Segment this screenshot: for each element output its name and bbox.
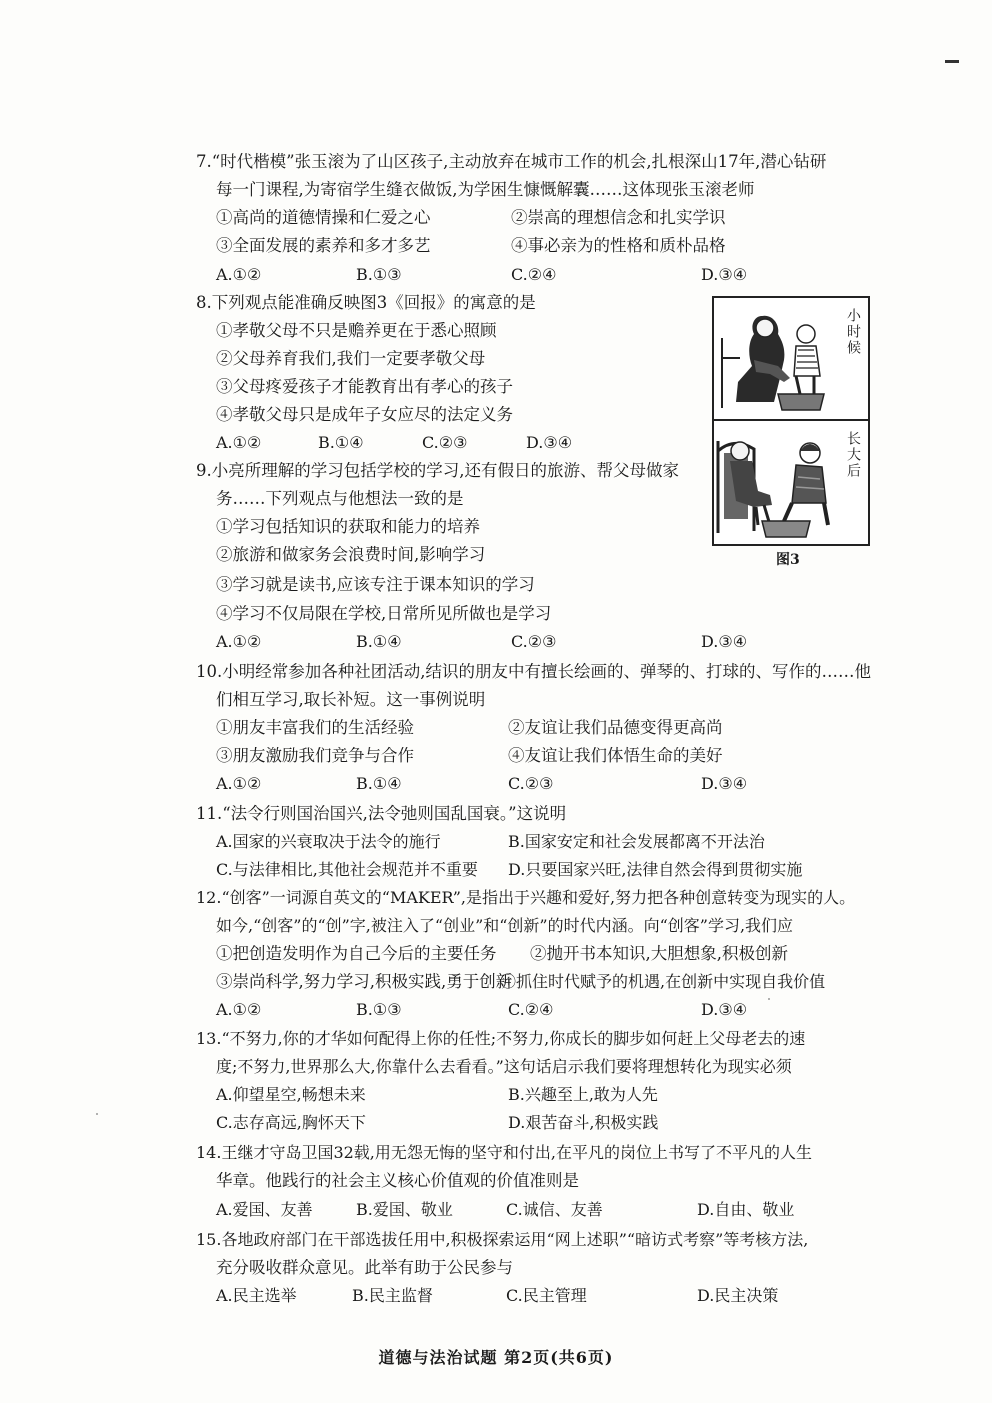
question-text: 们相互学习,取长补短。这一事例说明: [216, 690, 486, 709]
question-text: 14.王继才守岛卫国32载,用无怨无悔的坚守和付出,在平凡的岗位上书写了不平凡的人生: [196, 1143, 812, 1162]
option-d: D.艰苦奋斗,积极实践: [508, 1113, 659, 1132]
option-a: A.①②: [216, 1000, 262, 1019]
option-b: B.①④: [356, 632, 402, 651]
statement: ④事必亲为的性格和质朴品格: [511, 236, 726, 255]
statement: ①把创造发明作为自己今后的主要任务: [216, 944, 497, 963]
question-text: 如今,“创客”的“创”字,被注入了“创业”和“创新”的时代内涵。向“创客”学习,我们应: [216, 916, 794, 935]
option-c: C.②④: [511, 265, 557, 284]
figure-panel-childhood: [714, 298, 868, 421]
option-a: A.爱国、友善: [216, 1200, 313, 1219]
panel-label-top: 小时候: [845, 308, 861, 356]
scan-mark: [945, 60, 959, 63]
option-a: A.①②: [216, 774, 262, 793]
statement: ①孝敬父母不只是赡养更在于悉心照顾: [216, 321, 497, 340]
option-c: C.志存高远,胸怀天下: [216, 1113, 366, 1132]
question-text: 度;不努力,世界那么大,你靠什么去看看。”这句话启示我们要将理想转化为现实必须: [216, 1057, 792, 1076]
option-c: C.②③: [511, 632, 557, 651]
option-d: D.③④: [701, 1000, 748, 1019]
question-text: 充分吸收群众意见。此举有助于公民参与: [216, 1258, 513, 1277]
statement: ①高尚的道德情操和仁爱之心: [216, 208, 431, 227]
option-c: C.诚信、友善: [506, 1200, 603, 1219]
childhood-illustration: [714, 298, 842, 419]
option-a: A.①②: [216, 433, 262, 452]
option-a: A.民主选举: [216, 1286, 297, 1305]
panel-label-bottom: 长大后: [845, 431, 861, 479]
option-d: D.③④: [701, 632, 748, 651]
question-text: 11.“法令行则国治国兴,法令弛则国乱国衰。”这说明: [196, 804, 567, 823]
statement: ④抓住时代赋予的机遇,在创新中实现自我价值: [500, 972, 826, 991]
statement: ④学习不仅局限在学校,日常所见所做也是学习: [216, 604, 552, 623]
adulthood-illustration: [714, 421, 842, 542]
option-c: C.与法律相比,其他社会规范并不重要: [216, 860, 478, 879]
option-c: C.②③: [508, 774, 554, 793]
question-text: 13.“不努力,你的才华如何配得上你的任性;不努力,你成长的脚步如何赶上父母老去的速: [196, 1029, 806, 1048]
statement: ②崇高的理想信念和扎实学识: [511, 208, 726, 227]
option-b: B.①④: [318, 433, 364, 452]
option-b: B.兴趣至上,敢为人先: [508, 1085, 658, 1104]
statement: ③朋友激励我们竞争与合作: [216, 746, 414, 765]
option-b: B.爱国、敬业: [356, 1200, 453, 1219]
option-d: D.③④: [701, 774, 748, 793]
statement: ③父母疼爱孩子才能教育出有孝心的孩子: [216, 377, 513, 396]
figure-3: [712, 296, 870, 546]
statement: ②父母养育我们,我们一定要孝敬父母: [216, 349, 486, 368]
question-text: 华章。他践行的社会主义核心价值观的价值准则是: [216, 1171, 579, 1190]
question-text: 10.小明经常参加各种社团活动,结识的朋友中有擅长绘画的、弹琴的、打球的、写作的……他: [196, 662, 871, 681]
statement: ②旅游和做家务会浪费时间,影响学习: [216, 545, 486, 564]
question-text: 务……下列观点与他想法一致的是: [216, 489, 464, 508]
option-a: A.①②: [216, 632, 262, 651]
option-b: B.国家安定和社会发展都离不开法治: [508, 832, 765, 851]
option-d: D.③④: [526, 433, 573, 452]
question-text: 8.下列观点能准确反映图3《回报》的寓意的是: [196, 293, 536, 312]
option-b: B.①④: [356, 774, 402, 793]
option-d: D.自由、敬业: [697, 1200, 795, 1219]
option-c: C.②③: [422, 433, 468, 452]
scan-dot: [768, 998, 770, 1000]
question-text: 15.各地政府部门在干部选拔任用中,积极探索运用“网上述职”“暗访式考察”等考核方法,: [196, 1230, 809, 1249]
statement: ③崇尚科学,努力学习,积极实践,勇于创新: [216, 972, 513, 991]
option-c: C.民主管理: [506, 1286, 587, 1305]
option-c: C.②④: [508, 1000, 554, 1019]
option-b: B.①③: [356, 1000, 402, 1019]
option-d: D.只要国家兴旺,法律自然会得到贯彻实施: [508, 860, 803, 879]
question-text: 7.“时代楷模”张玉滚为了山区孩子,主动放弃在城市工作的机会,扎根深山17年,潜心钻研: [196, 152, 827, 171]
question-text: 9.小亮所理解的学习包括学校的学习,还有假日的旅游、帮父母做家: [196, 461, 679, 480]
question-text: 12.“创客”一词源自英文的“MAKER”,是指出于兴趣和爱好,努力把各种创意转变为现实的人。: [196, 888, 856, 907]
statement: ②抛开书本知识,大胆想象,积极创新: [530, 944, 788, 963]
figure-caption: 图3: [776, 552, 800, 568]
option-a: A.国家的兴衰取决于法令的施行: [216, 832, 441, 851]
statement: ②友谊让我们品德变得更高尚: [508, 718, 723, 737]
option-b: B.民主监督: [352, 1286, 433, 1305]
option-a: A.①②: [216, 265, 262, 284]
question-text: 每一门课程,为寄宿学生缝衣做饭,为学困生慷慨解囊……这体现张玉滚老师: [216, 180, 755, 199]
statement: ④孝敬父母只是成年子女应尽的法定义务: [216, 405, 513, 424]
figure-panel-adulthood: [714, 421, 868, 542]
option-d: D.③④: [701, 265, 748, 284]
option-b: B.①③: [356, 265, 402, 284]
statement: ④友谊让我们体悟生命的美好: [508, 746, 723, 765]
statement: ③全面发展的素养和多才多艺: [216, 236, 431, 255]
statement: ①朋友丰富我们的生活经验: [216, 718, 414, 737]
option-a: A.仰望星空,畅想未来: [216, 1085, 366, 1104]
scan-dot: [96, 1113, 98, 1115]
option-d: D.民主决策: [697, 1286, 779, 1305]
statement: ①学习包括知识的获取和能力的培养: [216, 517, 480, 536]
page-footer: 道德与法治试题 第2页(共6页): [378, 1348, 614, 1367]
statement: ③学习就是读书,应该专注于课本知识的学习: [216, 575, 535, 594]
